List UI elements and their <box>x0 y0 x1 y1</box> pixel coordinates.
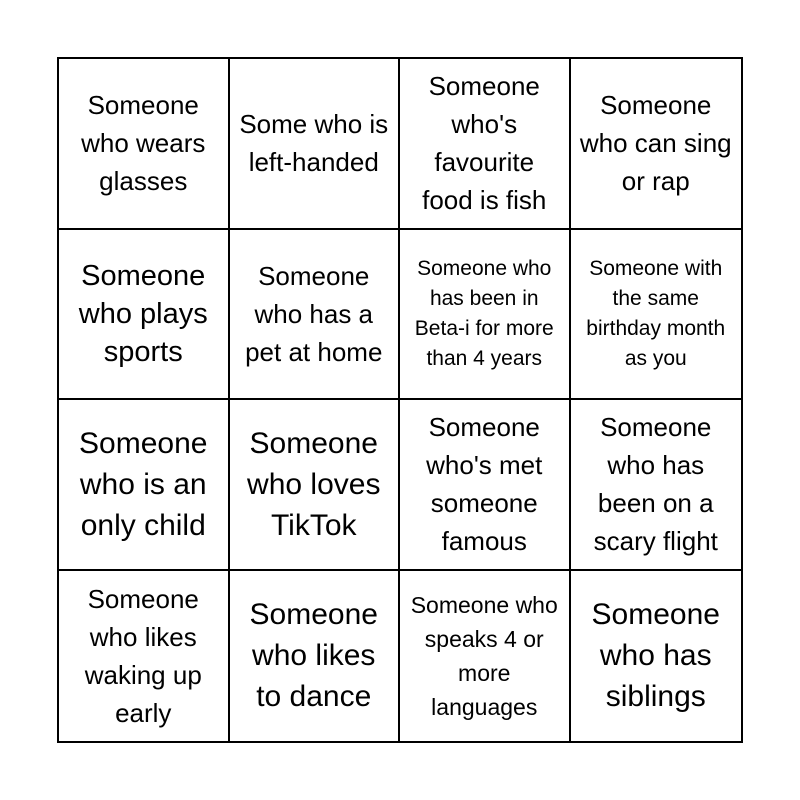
bingo-cell-text: Someone who wears glasses <box>81 90 206 197</box>
bingo-cell[interactable] <box>59 230 230 401</box>
bingo-board <box>57 57 743 743</box>
bingo-cell-text: Someone with the same birthday month as you <box>586 256 726 370</box>
bingo-cell[interactable] <box>59 59 230 230</box>
bingo-cell[interactable] <box>230 230 401 401</box>
bingo-cell-text: Someone who's met someone famous <box>426 412 543 557</box>
bingo-cell-text: Someone who has siblings <box>591 598 720 714</box>
bingo-cell[interactable] <box>571 230 742 401</box>
bingo-cell[interactable] <box>400 571 571 742</box>
bingo-cell[interactable] <box>230 400 401 571</box>
bingo-cell[interactable] <box>571 59 742 230</box>
bingo-cell[interactable] <box>59 400 230 571</box>
bingo-cell-text: Someone who's favourite food is fish <box>422 71 547 216</box>
bingo-cell-text: Someone who has been on a scary flight <box>593 412 718 557</box>
bingo-cell-text: Someone who loves TikTok <box>247 426 381 542</box>
bingo-cell-text: Someone who can sing or rap <box>579 90 732 197</box>
bingo-cell-text: Someone who likes waking up early <box>84 583 202 728</box>
bingo-cell-text: Someone who is an only child <box>79 426 208 542</box>
bingo-cell[interactable] <box>59 571 230 742</box>
bingo-cell-text: Some who is left-handed <box>239 109 389 178</box>
bingo-cell-text: Someone who has a pet at home <box>245 260 383 367</box>
bingo-cell[interactable] <box>400 59 571 230</box>
bingo-cell[interactable] <box>571 571 742 742</box>
bingo-cell-text: Someone who likes to dance <box>249 598 378 714</box>
bingo-cell[interactable] <box>230 59 401 230</box>
bingo-cell[interactable] <box>400 230 571 401</box>
bingo-cell-text: Someone who has been in Beta-i for more than 4 years <box>414 256 554 370</box>
bingo-cell[interactable] <box>571 400 742 571</box>
bingo-cell[interactable] <box>230 571 401 742</box>
bingo-cell[interactable] <box>400 400 571 571</box>
bingo-cell-text: Someone who plays sports <box>78 259 208 368</box>
bingo-cell-text: Someone who speaks 4 or more languages <box>410 591 558 720</box>
